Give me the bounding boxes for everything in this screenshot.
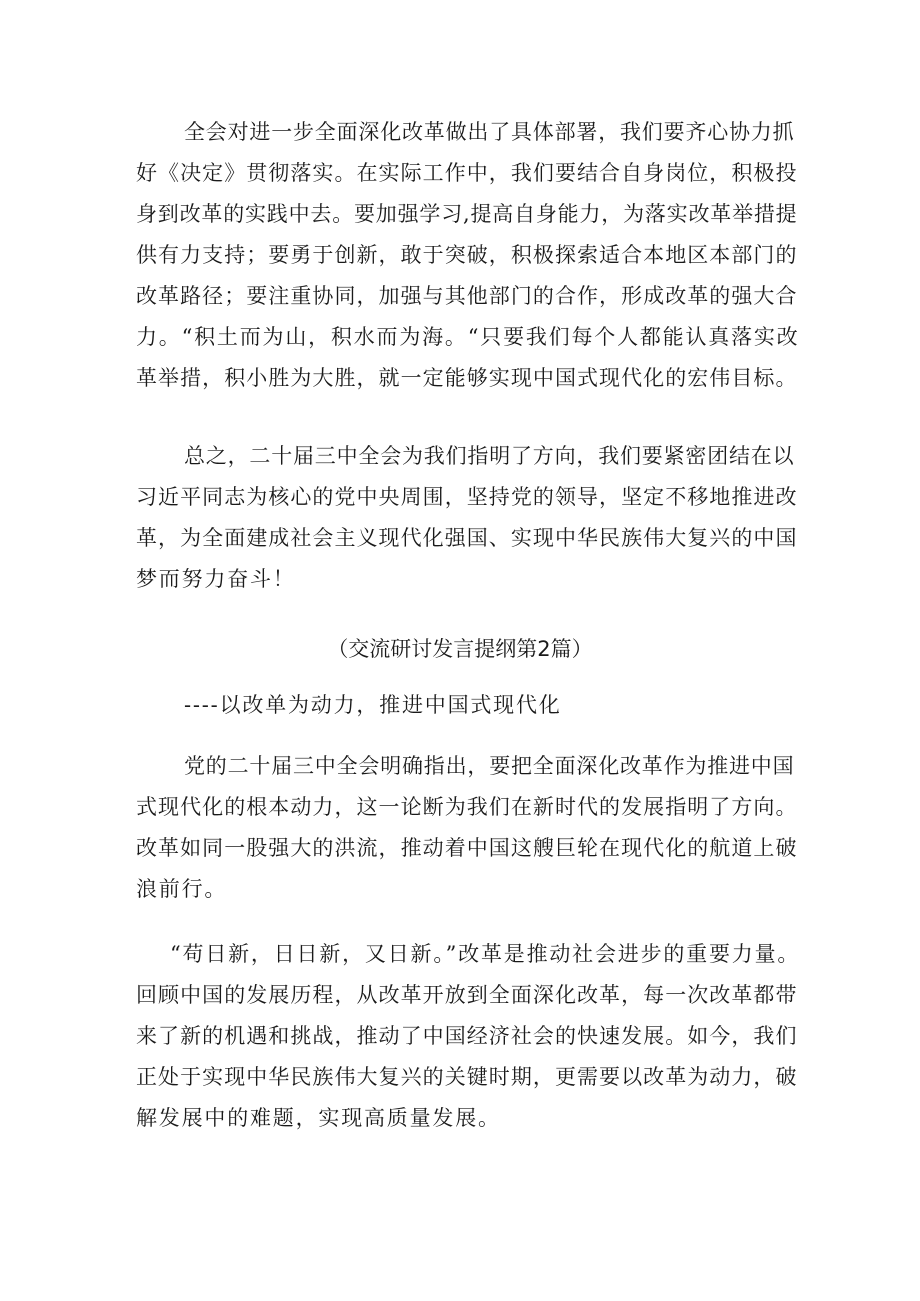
paragraph-line: 回顾中国的发展历程，从改革开放到全面深化改革，每一次改革都带 [136,983,798,1007]
paragraph-line: 好《决定》贯彻落实。在实际工作中，我们要结合自身岗位，积极投 [136,161,798,185]
paragraph-line: 党的二十届三中全会明确指出，要把全面深化改革作为推进中国 [184,754,795,778]
paragraph-line: 解发展中的难题，实现高质量发展。 [136,1106,501,1130]
paragraph-line: 改革如同一股强大的洪流，推动着中国这艘巨轮在现代化的航道上破 [136,836,798,860]
paragraph-line: 力。“积土而为山，积水而为海。“只要我们每个人都能认真落实改 [136,325,800,349]
paragraph-line: 供有力支持；要勇于创新，敢于突破，积极探索适合本地区本部门的 [136,243,798,267]
paragraph-line: “苟日新，日日新，又日新。”改革是推动社会进步的重要力量。 [170,942,801,966]
paragraph-line: 式现代化的根本动力，这一论断为我们在新时代的发展指明了方向。 [136,795,798,819]
paragraph-line: 浪前行。 [136,877,228,901]
paragraph-line: 革，为全面建成社会主义现代化强国、实现中华民族伟大复兴的中国 [136,526,798,550]
paragraph-line: 改革路径；要注重协同，加强与其他部门的合作，形成改革的强大合 [136,284,798,308]
paragraph-line: 来了新的机遇和挑战，推动了中国经济社会的快速发展。如今，我们 [136,1024,798,1048]
paragraph-line: 习近平同志为核心的党中央周围，坚持党的领导，坚定不移地推进改 [136,485,798,509]
section-heading: （交流研讨发言提纲第2篇） [327,637,593,661]
section-subtitle: ----以改单为动力，推进中国式现代化 [184,693,562,717]
paragraph-line: 革举措，积小胜为大胜，就一定能够实现中国式现代化的宏伟目标。 [136,366,798,390]
paragraph-line: 身到改革的实践中去。要加强学习,提高自身能力，为落实改革举措提 [136,202,798,226]
paragraph-line: 总之，二十届三中全会为我们指明了方向，我们要紧密团结在以 [184,444,795,468]
paragraph-line: 梦而努力奋斗！ [136,567,296,591]
paragraph-line: 正处于实现中华民族伟大复兴的关键时期，更需要以改革为动力，破 [136,1065,798,1089]
paragraph-line: 全会对进一步全面深化改革做出了具体部署，我们要齐心协力抓 [184,120,795,144]
